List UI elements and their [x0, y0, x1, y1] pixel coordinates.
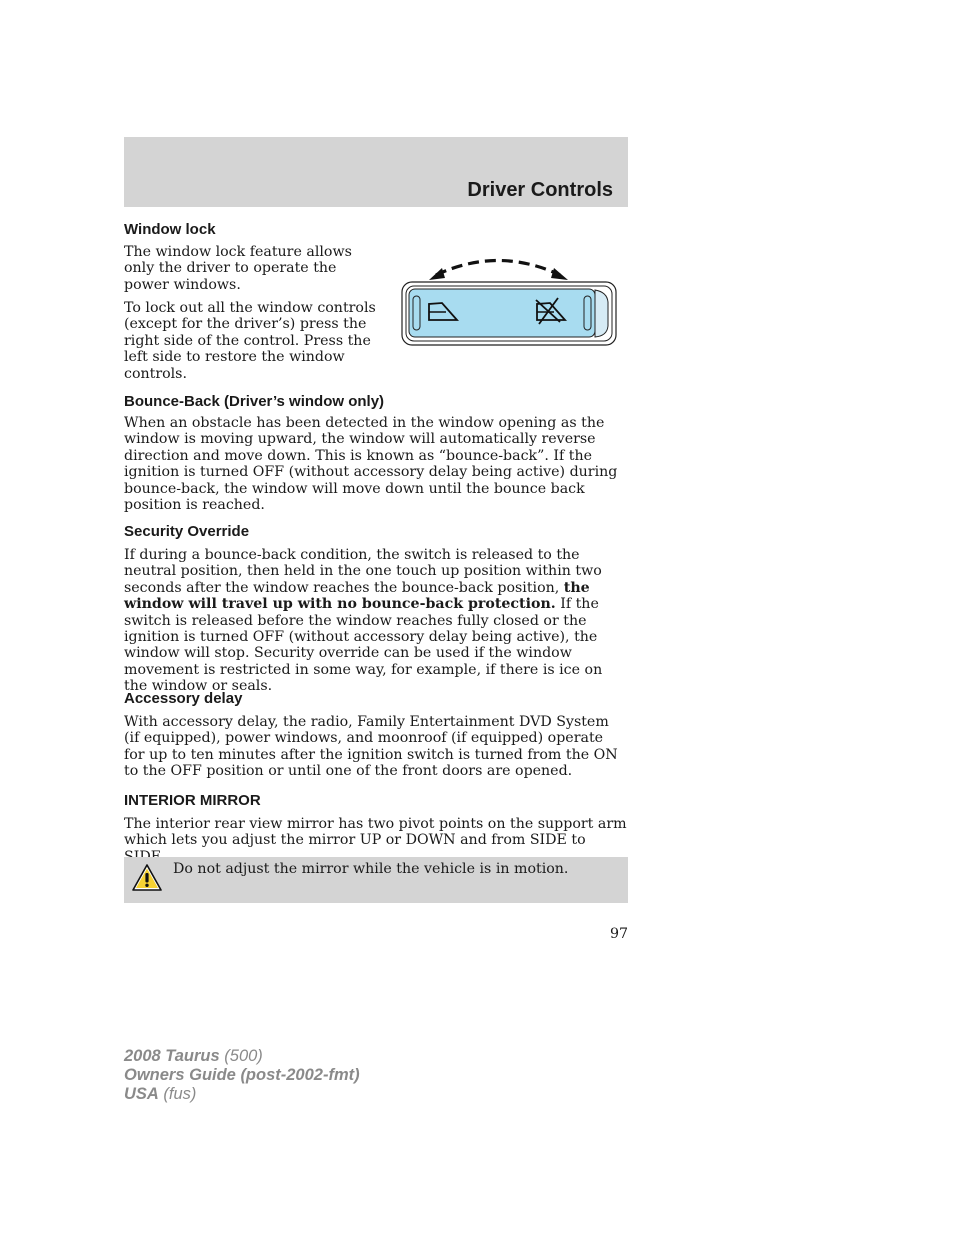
switch-face	[409, 289, 595, 337]
window-lock-paragraph-1: The window lock feature allows only the driver to operate the power windows.	[124, 244, 352, 293]
warning-text: Do not adjust the mirror while the vehicle is in motion.	[173, 861, 569, 877]
page-title: Driver Controls	[467, 179, 613, 201]
footer-line-3: USA (fus)	[124, 1085, 197, 1103]
accessory-delay-paragraph: With accessory delay, the radio, Family Entertainment DVD System (if equipped), power windows, and moonroof (if equipped) operate for up to ten minutes after the ignition switch is turned from the ON to the OFF position or until one of the front doors are opened.	[124, 714, 618, 780]
footer	[124, 1047, 360, 1104]
heading-window-lock: Window lock	[124, 221, 216, 238]
footer-line-2: Owners Guide (post-2002-fmt)	[124, 1066, 360, 1084]
heading-accessory-delay: Accessory delay	[124, 690, 243, 707]
double-arrow-icon	[429, 261, 568, 281]
page-number: 97	[609, 926, 628, 942]
window-lock-paragraph-2: To lock out all the window controls (except for the driver’s) press the right side of the control. Press the left side to restore the window controls.	[124, 300, 376, 382]
heading-interior-mirror: INTERIOR MIRROR	[124, 792, 261, 809]
header-band	[124, 137, 628, 207]
heading-security-override: Security Override	[124, 523, 250, 540]
security-override-paragraph: If during a bounce-back condition, the switch is released to the neutral position, then held in the one touch up position within two seconds after the window reaches the bounce-back position, the window will travel up with no bounce-back protection. If the switch is released before the window reaches fully closed or the ignition is turned OFF (without accessory delay being active), the window will stop. Security override can be used if the window movement is restricted in some way, for example, if there is ice on the window or seals.	[124, 547, 603, 695]
warning-box	[124, 857, 628, 903]
warning-triangle-icon	[131, 863, 163, 893]
interior-mirror-paragraph: The interior rear view mirror has two pivot points on the support arm which lets you adjust the mirror UP or DOWN and from SIDE to	[124, 816, 627, 849]
footer-line-1: 2008 Taurus (500)	[124, 1047, 263, 1065]
bounce-back-paragraph: When an obstacle has been detected in the window opening as the window is moving upward, the window will automatically reverse direction and move down. This is known as “bounce-back”. If the ignition is turned OFF (without accessory delay being active) during bounce-back, the window will move down until the bounce back position is reached.	[124, 415, 618, 514]
window-lock-switch-diagram	[398, 250, 620, 350]
heading-bounce-back: Bounce-Back (Driver’s window only)	[124, 393, 385, 410]
